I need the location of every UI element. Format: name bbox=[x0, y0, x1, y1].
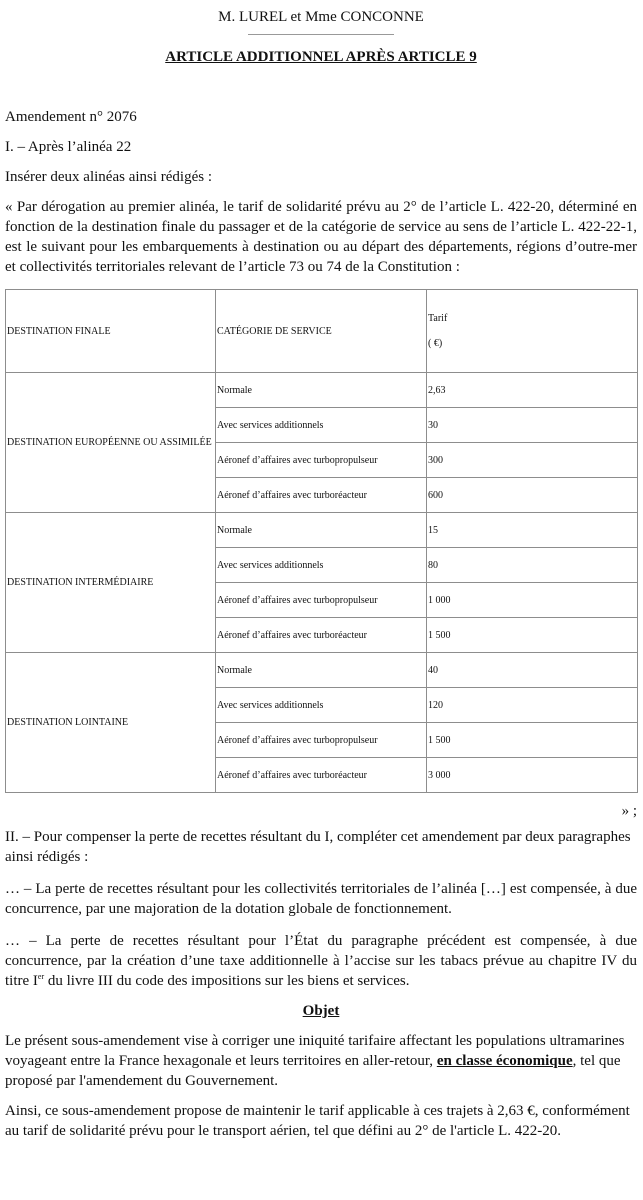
header-tarif-label: Tarif bbox=[428, 313, 448, 324]
objet-p1-start: Le présent sous-amendement vise à corriger une iniquité tarifaire affectant les populations ultramarines voyageant entre la France hexagonale et leurs territoires en aller-retour, bbox=[5, 1033, 625, 1069]
para2-superscript: er bbox=[37, 972, 45, 981]
category-cell: Aéronef d’affaires avec turbopropulseur bbox=[216, 583, 427, 618]
tariff-table-header-row bbox=[6, 290, 638, 373]
amendment-quote-paragraph: « Par dérogation au premier alinéa, le tarif de solidarité prévu au 2° de l’article L. 422-20, déterminé en fonction de la destination finale du passager et de la catégorie de service au sens de l’article L. 422-22-1, est le suivant pour les embarquements à destination ou au départ des départements, régions d’outre-mer et collectivités territoriales relevant de l’article 73 ou 74 de la Constitution : bbox=[5, 199, 637, 275]
section-two-paragraph-1: … – La perte de recettes résultant pour les collectivités territoriales de l’alinéa […] est compensée, à due concurrence, par une majoration de la dotation globale de fonctionnement. bbox=[5, 881, 637, 917]
destination-cell: DESTINATION EUROPÉENNE OU ASSIMILÉE bbox=[6, 373, 216, 513]
tarif-cell: 3 000 bbox=[427, 758, 638, 793]
tariff-table-row bbox=[6, 513, 638, 548]
category-cell: Avec services additionnels bbox=[216, 688, 427, 723]
header-divider bbox=[248, 34, 394, 35]
tarif-cell: 600 bbox=[427, 478, 638, 513]
objet-paragraph-2: Ainsi, ce sous-amendement propose de maintenir le tarif applicable à ces trajets à 2,63 €, conformément au tarif de solidarité prévu pour le transport aérien, tel que défini au 2° de l'article L. 422-20. bbox=[5, 1103, 630, 1139]
tarif-cell: 2,63 bbox=[427, 373, 638, 408]
header-tarif bbox=[427, 290, 638, 373]
amendment-place: I. – Après l’alinéa 22 bbox=[5, 139, 132, 155]
amendment-insert-instruction: Insérer deux alinéas ainsi rédigés : bbox=[5, 169, 213, 185]
tarif-cell: 30 bbox=[427, 408, 638, 443]
para2-text-start: … – La perte de recettes résultant pour l’État du paragraphe précédent est compensée, à due concurrence, par la création d’une taxe additionnelle à l’accise sur les tabacs prévue au chapitre IV du titre I bbox=[5, 933, 637, 989]
section-two-intro: II. – Pour compenser la perte de recettes résultant du I, compléter cet amendement par deux paragraphes ainsi rédigés : bbox=[5, 829, 631, 865]
destination-cell: DESTINATION INTERMÉDIAIRE bbox=[6, 513, 216, 653]
category-cell: Avec services additionnels bbox=[216, 548, 427, 583]
para2-text-end: du livre III du code des impositions sur les biens et services. bbox=[44, 973, 410, 989]
objet-p1-end: , tel que proposé par l'amendement du Gouvernement. bbox=[5, 1053, 621, 1089]
tarif-cell: 40 bbox=[427, 653, 638, 688]
category-cell: Normale bbox=[216, 373, 427, 408]
category-cell: Aéronef d’affaires avec turbopropulseur bbox=[216, 443, 427, 478]
authors-line: M. LUREL et Mme CONCONNE bbox=[218, 9, 424, 25]
category-cell: Normale bbox=[216, 653, 427, 688]
objet-heading: Objet bbox=[302, 1003, 340, 1019]
header-destination: DESTINATION FINALE bbox=[6, 290, 216, 373]
tarif-cell: 80 bbox=[427, 548, 638, 583]
tarif-cell: 1 500 bbox=[427, 723, 638, 758]
destination-cell: DESTINATION LOINTAINE bbox=[6, 653, 216, 793]
article-title: ARTICLE ADDITIONNEL APRÈS ARTICLE 9 bbox=[165, 49, 477, 65]
category-cell: Aéronef d’affaires avec turboréacteur bbox=[216, 758, 427, 793]
tariff-table-row bbox=[6, 373, 638, 408]
objet-paragraph-1 bbox=[5, 1031, 637, 1091]
tarif-cell: 120 bbox=[427, 688, 638, 723]
closing-quote: » ; bbox=[621, 803, 637, 819]
tariff-table bbox=[5, 289, 638, 793]
header-tarif-unit: ( €) bbox=[428, 338, 443, 349]
tariff-table-row bbox=[6, 653, 638, 688]
tarif-cell: 300 bbox=[427, 443, 638, 478]
tarif-cell: 1 500 bbox=[427, 618, 638, 653]
amendment-page bbox=[5, 0, 637, 1141]
amendment-number: Amendement n° 2076 bbox=[5, 109, 137, 125]
tarif-cell: 15 bbox=[427, 513, 638, 548]
category-cell: Normale bbox=[216, 513, 427, 548]
objet-p1-highlight: en classe économique bbox=[436, 1053, 573, 1069]
tarif-cell: 1 000 bbox=[427, 583, 638, 618]
category-cell: Aéronef d’affaires avec turboréacteur bbox=[216, 618, 427, 653]
category-cell: Aéronef d’affaires avec turbopropulseur bbox=[216, 723, 427, 758]
category-cell: Aéronef d’affaires avec turboréacteur bbox=[216, 478, 427, 513]
category-cell: Avec services additionnels bbox=[216, 408, 427, 443]
header-category: CATÉGORIE DE SERVICE bbox=[216, 290, 427, 373]
section-two-paragraph-2 bbox=[5, 931, 637, 991]
